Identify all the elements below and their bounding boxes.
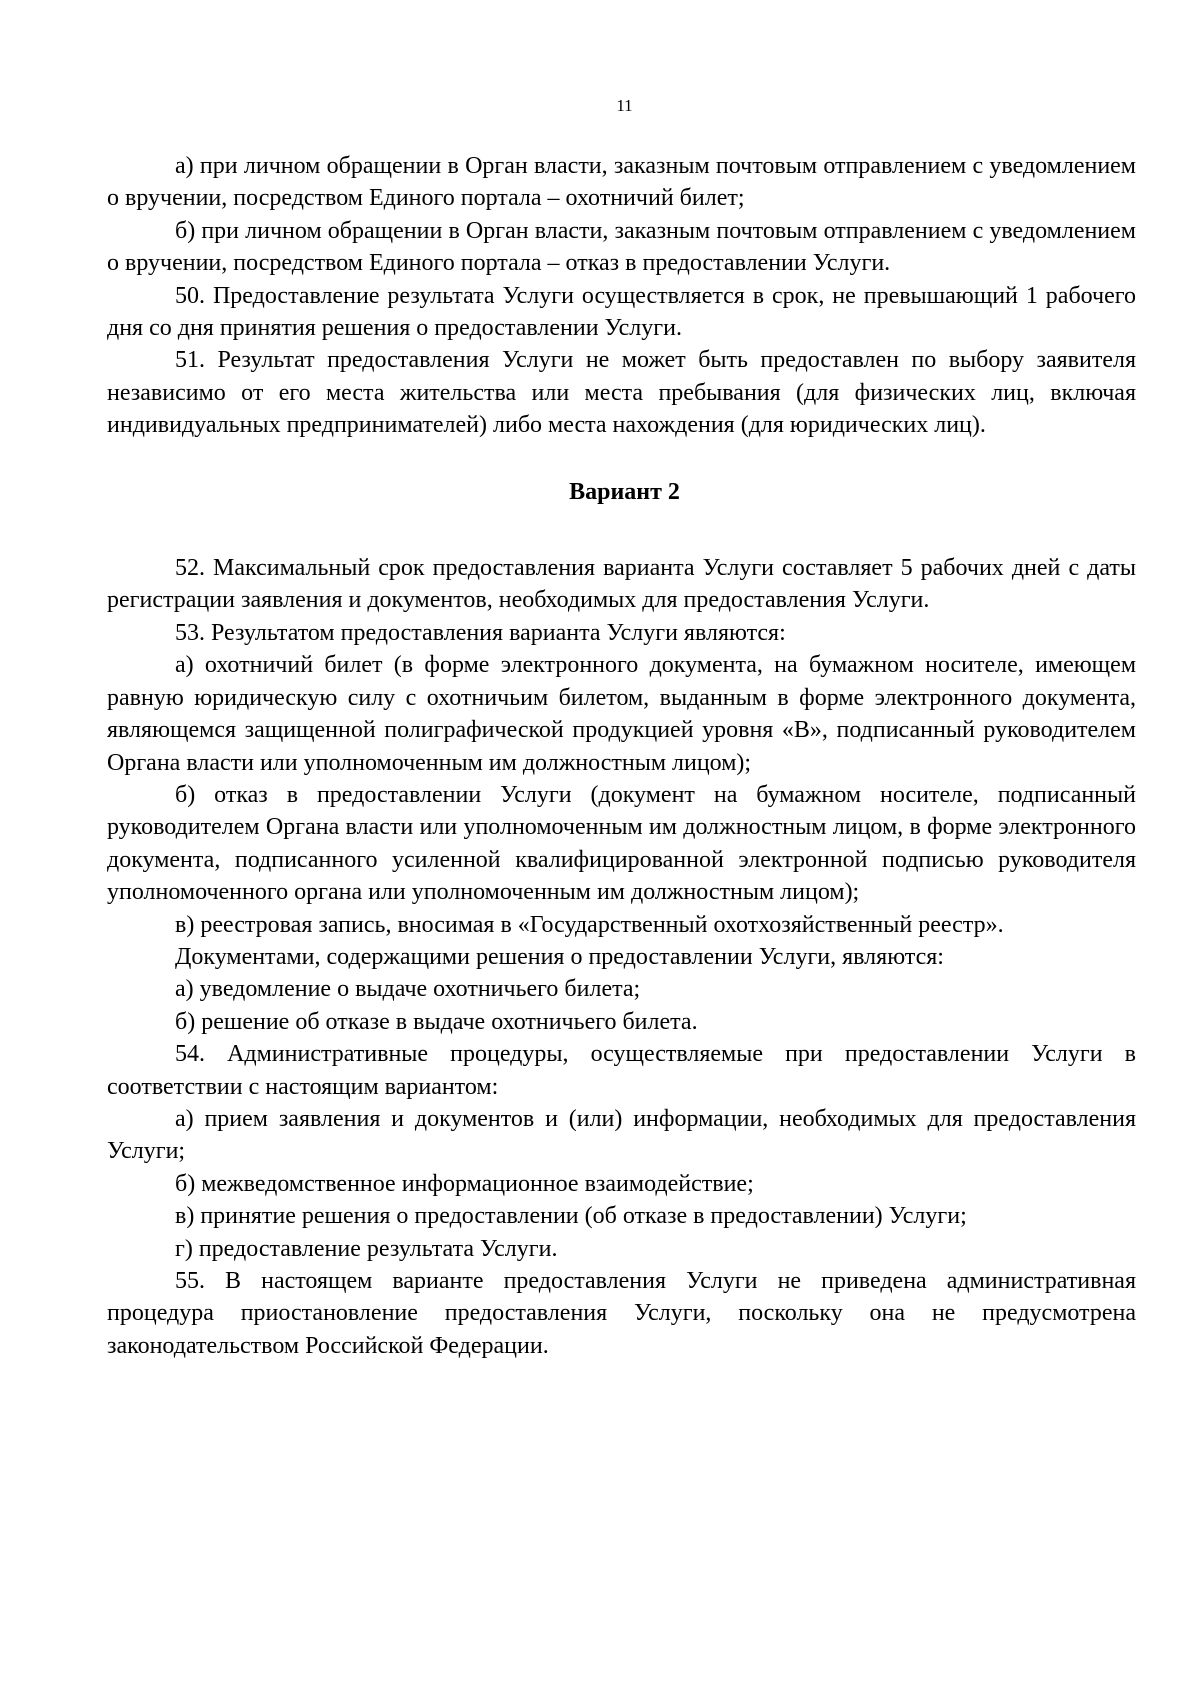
paragraph-52: 52. Максимальный срок предоставления варианта Услуги составляет 5 рабочих дней с даты регистрации заявления и документов, необходимых для предоставления Услуги. — [107, 555, 1136, 614]
paragraph-item-b-result: б) при личном обращении в Орган власти, заказным почтовым отправлением с уведомлением о вручении, посредством Единого портала – отказ в предоставлении Услуги. — [107, 217, 1136, 277]
paragraph-decision-a: а) уведомление о выдаче охотничьего билета; — [175, 976, 641, 1003]
paragraph-53-b: б) отказ в предоставлении Услуги (документ на бумажном носителе, подписанный руководителем Органа власти или уполномоченным им должностным лицом, в форме электронного документа, подписанного усиленной квалифицированной электронной подписью руководителя уполномоченного органа или уполномоченным им должностным лицом); — [107, 781, 1136, 906]
paragraph-50: 50. Предоставление результата Услуги осуществляется в срок, не превышающий 1 рабочего дня со дня принятия решения о предоставлении Услуги. — [107, 282, 1136, 342]
paragraph-51: 51. Результат предоставления Услуги не может быть предоставлен по выбору заявителя независимо от его места жительства или места пребывания (для физических лиц, включая индивидуальных предпринимателей) либо места нахождения (для юридических лиц). — [107, 347, 1136, 439]
section-heading-variant-2: Вариант 2 — [569, 478, 680, 505]
page-number: 11 — [616, 96, 633, 115]
paragraph-53-v: в) реестровая запись, вносимая в «Государственный охотхозяйственный реестр». — [175, 911, 1004, 938]
paragraph-54-a: а) прием заявления и документов и (или) информации, необходимых для предоставления Услуги; — [107, 1105, 1136, 1165]
paragraph-55: 55. В настоящем варианте предоставления Услуги не приведена административная процедура приостановление предоставления Услуги, поскольку она не предусмотрена законодательством Российской Федерации. — [107, 1268, 1136, 1359]
paragraph-54: 54. Административные процедуры, осуществляемые при предоставлении Услуги в соответствии с настоящим вариантом: — [107, 1041, 1136, 1100]
paragraph-53: 53. Результатом предоставления варианта Услуги являются: — [175, 619, 786, 646]
paragraph-54-v: в) принятие решения о предоставлении (об отказе в предоставлении) Услуги; — [175, 1203, 967, 1230]
paragraph-53-a: а) охотничий билет (в форме электронного документа, на бумажном носителе, имеющем равную юридическую силу с охотничьим билетом, выданным в форме электронного документа, являющемся защищенной полиграфической продукцией уровня «В», подписанный руководителем Органа власти или уполномоченным им должностным лицом); — [107, 652, 1136, 776]
paragraph-item-a-result: а) при личном обращении в Орган власти, заказным почтовым отправлением с уведомлением о вручении, посредством Единого портала – охотничий билет; — [107, 153, 1136, 212]
paragraph-54-b: б) межведомственное информационное взаимодействие; — [175, 1170, 754, 1197]
paragraph-decision-b: б) решение об отказе в выдаче охотничьего билета. — [175, 1008, 698, 1035]
paragraph-54-g: г) предоставление результата Услуги. — [175, 1235, 558, 1262]
section-before — [107, 150, 1136, 442]
paragraph-decision-documents: Документами, содержащими решения о предоставлении Услуги, являются: — [175, 943, 944, 970]
section-variant-2 — [107, 552, 1136, 1362]
